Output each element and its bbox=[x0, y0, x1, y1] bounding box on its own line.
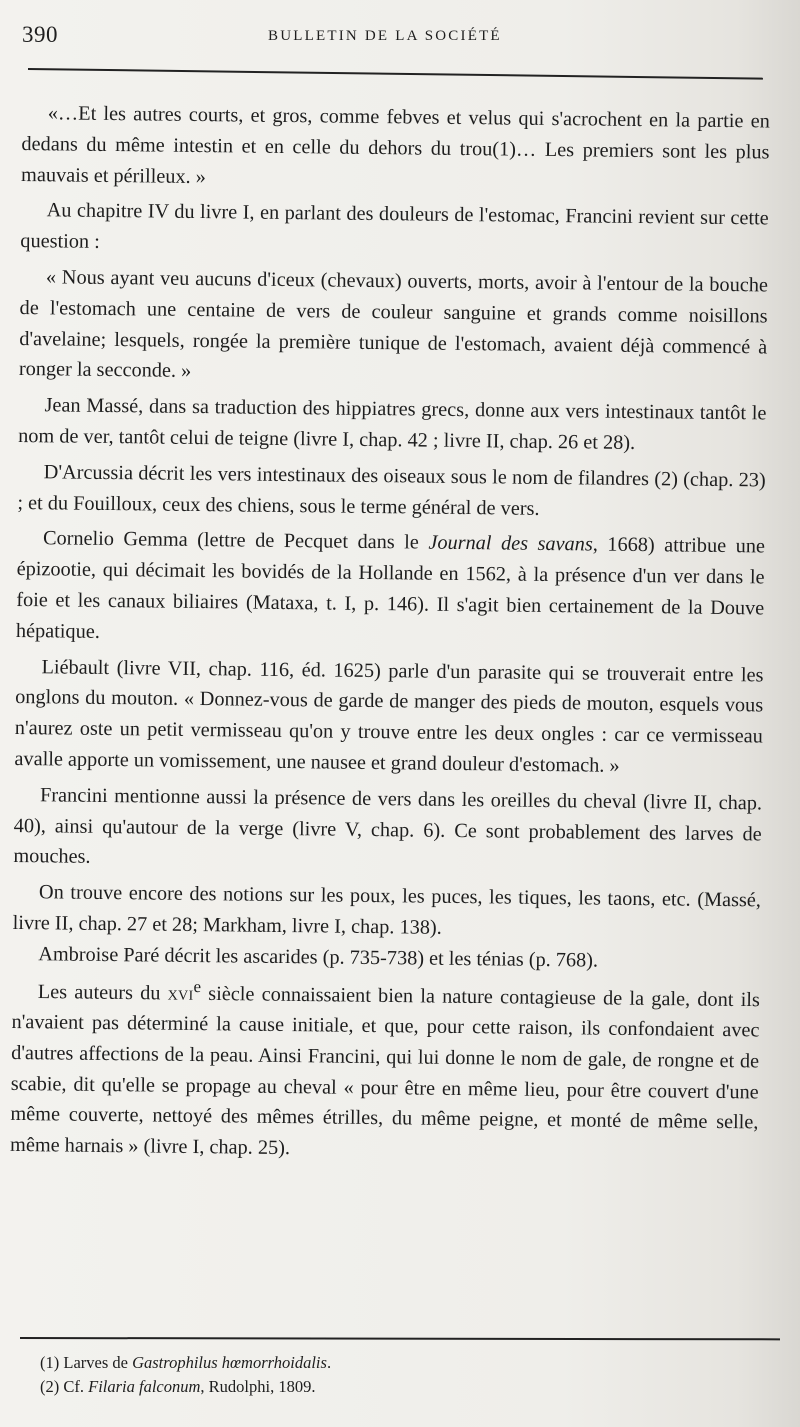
paragraph: Jean Massé, dans sa traduction des hippiatres grecs, donne aux vers intestinaux tantôt le nom de ver, tantôt celui de teigne (livre I, chap. 42 ; livre II, chap. 26 et 28). bbox=[18, 394, 767, 454]
paragraph: D'Arcussia décrit les vers intestinaux des oiseaux sous le nom de filandres (2) (chap. 23) ; et du Fouilloux, ceux des chiens, sous le terme général de vers. bbox=[17, 461, 766, 520]
footnotes bbox=[40, 1351, 760, 1399]
paragraph bbox=[10, 969, 760, 1169]
paragraph: «…Et les autres courts, et gros, comme febves et velus qui s'acrochent en la partie en dedans du même intestin et en celle du dehors du trou(1)… Les premiers sont les plus mauvais et périlleux. » bbox=[21, 102, 770, 188]
footnote-text: . bbox=[326, 1353, 332, 1372]
footnote-species: Gastrophilus hœmorrhoidalis bbox=[132, 1353, 327, 1372]
page-header bbox=[22, 22, 772, 52]
paragraph-text: siècle connaissaient bien la nature contagieuse de la gale, dont ils n'avaient pas déterminé la cause initiale, et que, pour cette raison, ils confondaient avec d'autres affections de la peau. Ainsi Francini, qui lui donne le nom de gale, de rongne et de scabie, dit qu'elle se propage au cheval « pour être en même lieu, pour être couvert d'une même couverte, nettoyé des mêmes étrilles, du même peigne, et monté de même selle, même harnais » (livre I, chap. 25). bbox=[9, 982, 760, 1160]
paragraph: Liébault (livre VII, chap. 116, éd. 1625) parle d'un parasite qui se trouverait entre les onglons du mouton. « Donnez-vous de garde de manger des pieds de mouton, esquels vous n'aurez oste un petit vermisseau qu'on y trouve entre les deux ongles : car ce vermisseau avalle apporte un vomissement, une nausee et grand douleur d'estomach. » bbox=[14, 655, 764, 777]
paragraph: Au chapitre IV du livre I, en parlant des douleurs de l'estomac, Francini revient sur cette question : bbox=[20, 199, 769, 254]
running-head: BULLETIN DE LA SOCIÉTÉ bbox=[268, 28, 502, 44]
paragraph-text: Cornelio Gemma (lettre de Pecquet dans le bbox=[42, 527, 429, 554]
page-number: 390 bbox=[22, 22, 58, 47]
paragraph: « Nous ayant veu aucuns d'iceux (chevaux) ouverts, morts, avoir à l'entour de la bouche de l'estomach une centaine de vers de couleur sanguine et grands comme noisillons d'avelaine; lesquels, rongée la première tunique de l'estomach, avaient déjà commencé à ronger la secconde. » bbox=[18, 266, 769, 383]
footnote bbox=[40, 1351, 760, 1375]
footnote-rule bbox=[20, 1337, 780, 1340]
century-suffix: e bbox=[193, 976, 202, 996]
paragraph-text: , 1668) attribue une épizootie, qui décimait les bovidés de la Hollande en 1562, à la présence d'un ver dans le foie et les canaux biliaires (Mataxa, t. I, p. 146). Il s'agit bien certainement de la Douve hépatique. bbox=[15, 533, 766, 643]
paragraph bbox=[16, 523, 765, 655]
footnote-species: Filaria falconum bbox=[88, 1377, 201, 1396]
paragraph: Francini mentionne aussi la présence de vers dans les oreilles du cheval (livre II, chap. 40), ainsi qu'autour de la verge (livre V, chap. 6). Ce sont probablement des larves de mouches. bbox=[13, 783, 763, 869]
body-text bbox=[10, 98, 770, 1169]
paragraph-text: Les auteurs du bbox=[37, 980, 168, 1004]
header-rule bbox=[28, 68, 763, 80]
footnote-text: , Rudolphi, 1809. bbox=[200, 1377, 316, 1396]
century-numeral: xvi bbox=[167, 981, 194, 1005]
paragraph: Ambroise Paré décrit les ascarides (p. 735-738) et les ténias (p. 768). bbox=[38, 942, 599, 972]
footnote-marker: (1) Larves de bbox=[40, 1353, 133, 1372]
paragraph: On trouve encore des notions sur les poux, les puces, les tiques, les taons, etc. (Massé, livre II, chap. 27 et 28; Markham, livre I, chap. 138). bbox=[12, 881, 762, 939]
journal-title: Journal des savans bbox=[428, 531, 593, 556]
footnote bbox=[40, 1375, 760, 1399]
footnote-marker: (2) Cf. bbox=[40, 1377, 89, 1396]
